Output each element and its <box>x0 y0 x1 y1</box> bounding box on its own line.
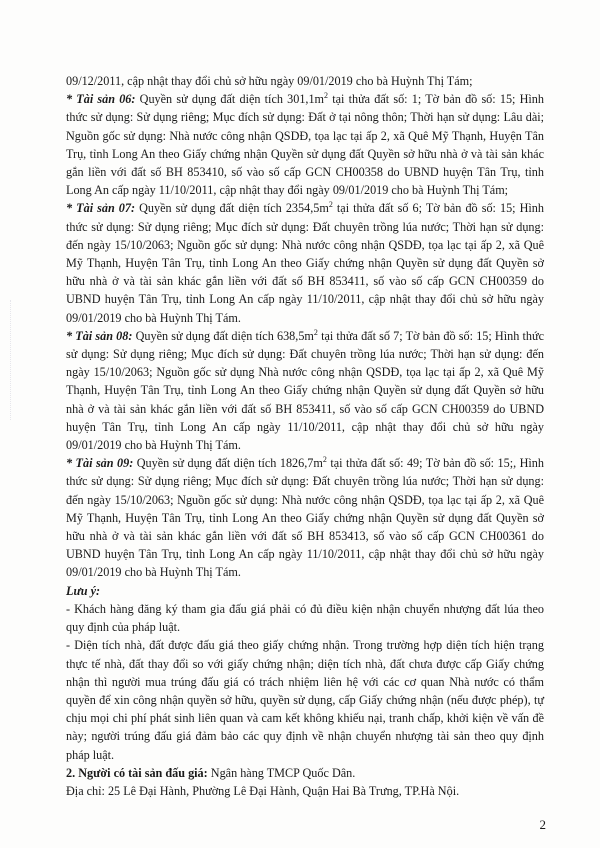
asset-text: Quyền sử dụng đất diện tích 2354,5m <box>135 201 329 216</box>
seller-label: 2. Người có tài sản đấu giá: <box>66 765 208 780</box>
asset-text: Quyền sử dụng đất diện tích 301,1m <box>135 92 325 107</box>
note-item: - Khách hàng đăng ký tham gia đấu giá phải có đủ điều kiện nhận chuyển nhượng đất lúa theo quy định của pháp luật. <box>66 601 544 635</box>
intro-line: 09/12/2011, cập nhật thay đổi chủ sở hữu ngày 09/01/2019 cho bà Huỳnh Thị Tám; <box>66 74 473 88</box>
asset-text: tại thửa đất số: 49; Tờ bản đồ số: 15;, Hình thức sử dụng: Sử dụng riêng; Mục đích sử dụng: Đất chuyên trồng lúa nước; Thời hạn sử dụng: đến ngày 15/10/2063; Nguồn gốc sử dụng: Nhà nước công nhận QSDĐ, tọa lạc tại ấp 2, xã Quê Mỹ Thạnh, Huyện Tân Trụ, tỉnh Long An theo Giấy chứng nhận Quyền sử dụng đất Quyền sở hữu nhà ở và tài sản khác gắn liền với đất số BH 853413, số vào số cấp GCN CH00361 do UBND huyện Tân Trụ, tỉnh Long An cấp ngày 11/10/2011, cập nhật thay đổi chủ sở hữu ngày 09/01/2019 cho bà Huỳnh Thị Tám. <box>66 456 544 580</box>
area-unit-superscript: 2 <box>313 327 318 337</box>
asset-text: Quyền sử dụng đất diện tích 638,5m <box>132 328 314 343</box>
asset-09 <box>66 454 544 581</box>
scan-edge-mark <box>0 300 11 420</box>
asset-text: tại thửa đất số 6; Tờ bản đồ số: 15; Hình thức sử dụng: Sử dụng riêng; Mục đích sử dụng: Đất chuyên trồng lúa nước; Thời hạn sử dụng: đến ngày 15/10/2063; Nguồn gốc sử dụng: Nhà nước công nhận QSDĐ, tọa lạc tại ấp 2, xã Quê Mỹ Thạnh, Huyện Tân Trụ, tỉnh Long An theo Giấy chứng nhận Quyền sử dụng đất Quyền sở hữu nhà ở và tài sản khác gắn liền với đất số BH 853411, số vào số cấp GCN CH00359 do UBND huyện Tân Trụ, tỉnh Long An cấp ngày 11/10/2011, cập nhật thay đổi chủ sở hữu ngày 09/01/2019 cho bà Huỳnh Thị Tám. <box>66 201 544 325</box>
note-item: - Diện tích nhà, đất được đấu giá theo giấy chứng nhận. Trong trường hợp diện tích hiện trạng thực tế nhà, đất thay đổi so với giấy chứng nhận; diện tích nhà, đất chưa được cấp Giấy chứng nhận thì người mua trúng đấu giá có trách nhiệm liên hệ với các cơ quan Nhà nước có thẩm quyền để xin công nhận quyền sở hữu, quyền sử dụng, cấp Giấy chứng nhận (nếu được phép), tự chịu mọi chi phí phát sinh liên quan và cam kết không khiếu nại, tranh chấp, khởi kiện về vấn đề này; người trúng đấu giá đảm bảo các quy định về nhận chuyển nhượng tài sản theo quy định pháp luật. <box>66 638 544 762</box>
area-unit-superscript: 2 <box>324 91 329 101</box>
note-title: Lưu ý: <box>66 583 101 598</box>
asset-08 <box>66 327 544 454</box>
area-unit-superscript: 2 <box>322 455 327 465</box>
asset-label: * Tài sản 09: <box>66 456 134 471</box>
asset-07 <box>66 199 544 326</box>
page-number: 2 <box>539 817 546 832</box>
document-body <box>66 72 544 800</box>
seller-line <box>66 764 544 782</box>
area-unit-superscript: 2 <box>328 200 333 210</box>
asset-text: tại thửa đất số 7; Tờ bản đồ số: 15; Hình thức sử dụng: Sử dụng riêng; Mục đích sử dụng: Đất chuyên trồng lúa nước; Thời hạn sử dụng: đến ngày 15/10/2063; Nguồn gốc sử dụng Nhà nước công nhận QSDĐ, tọa lạc tại ấp 2, xã Quê Mỹ Thạnh, Huyện Tân Trụ, tỉnh Long An theo Giấy chứng nhận Quyền sử dụng đất Quyền sở hữu nhà ở và tài sản khác gắn liền với đất số BH 853411, số vào số cấp GCN CH00359 do UBND huyện Tân Trụ, tỉnh Long An cấp ngày 11/10/2011, cập nhật thay đổi chủ sở hữu ngày 09/01/2019 cho bà Huỳnh Thị Tám. <box>66 328 544 453</box>
asset-text: Quyền sử dụng đất diện tích 1826,7m <box>133 456 323 471</box>
seller-value: Ngân hàng TMCP Quốc Dân. <box>207 765 356 780</box>
asset-label: * Tài sản 08: <box>66 328 133 343</box>
asset-label: * Tài sản 07: <box>66 201 136 216</box>
seller-address: Địa chỉ: 25 Lê Đại Hành, Phường Lê Đại Hành, Quận Hai Bà Trưng, TP.Hà Nội. <box>66 783 460 798</box>
asset-label: * Tài sản 06: <box>66 92 136 107</box>
asset-text: tại thửa đất số: 1; Tờ bản đồ số: 15; Hình thức sử dụng: Sử dụng riêng; Mục đích sử dụng: Đất ở tại nông thôn; Thời hạn sử dụng: Lâu dài; Nguồn gốc sử dụng: Nhà nước công nhận QSDĐ, tọa lạc tại ấp 2, xã Quê Mỹ Thạnh, Huyện Tân Trụ, tỉnh Long An theo Giấy chứng nhận Quyền sử dụng đất Quyền sở hữu nhà ở và tài sản khác gắn liền với đất số BH 853410, số vào số cấp GCN CH00358 do UBND huyện Tân Trụ, tỉnh Long An cấp ngày 11/10/2011, cập nhật thay đổi ngày 09/01/2019 cho bà Huỳnh Thị Tám; <box>66 92 544 198</box>
asset-06 <box>66 90 544 199</box>
